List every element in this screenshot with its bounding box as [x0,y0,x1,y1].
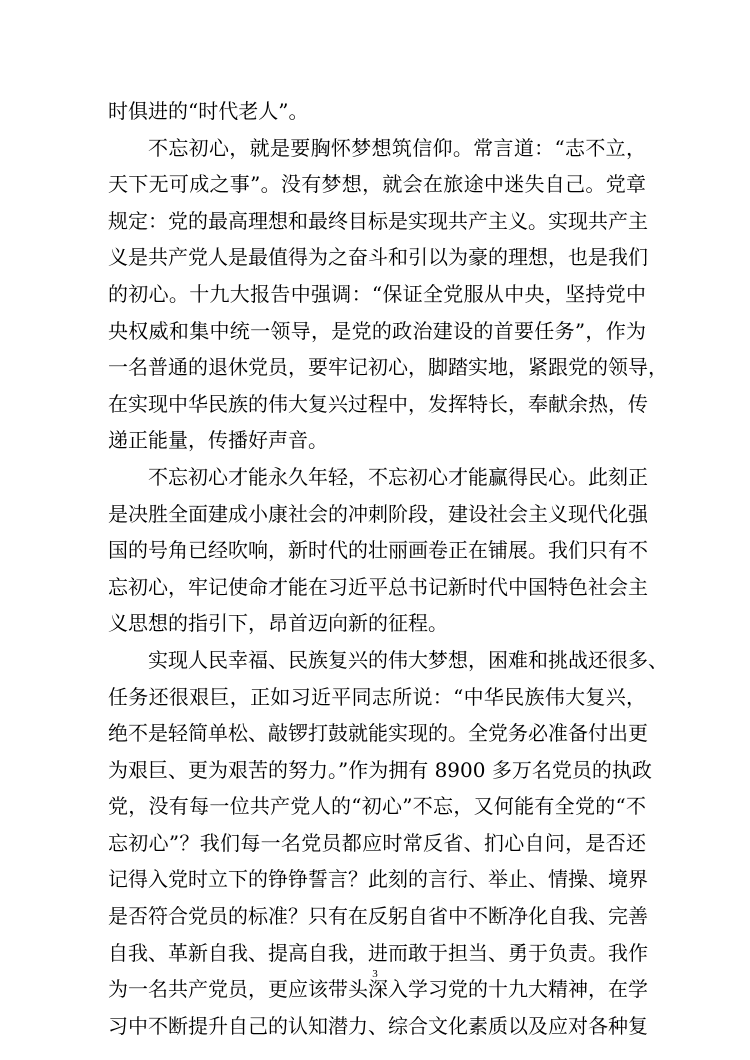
text-line: 实现人民幸福、民族复兴的伟大梦想，困难和挑战还很多、 [148,647,668,672]
text-line: 不忘初心才能永久年轻，不忘初心才能赢得民心。此刻正 [148,464,648,489]
text-line: 自我、革新自我、提高自我，进而敢于担当、勇于负责。我作 [108,940,648,965]
text-line: 是否符合党员的标准？只有在反躬自省中不断净化自我、完善 [108,904,648,929]
text-line: 习中不断提升自己的认知潜力、综合文化素质以及应对各种复 [108,1013,648,1038]
text-line: 时俱进的“时代老人”。 [108,99,309,123]
text-line: 央权威和集中统一领导，是党的政治建设的首要任务”，作为 [108,318,646,343]
text-line: 天下无可成之事”。没有梦想，就会在旅途中迷失自己。党章 [108,172,646,197]
text-line: 忘初心”？我们每一名党员都应时常反省、扪心自问，是否还 [108,830,646,855]
body-text [108,93,668,1044]
text-line: 党，没有每一位共产党人的“初心”不忘，又何能有全党的“不 [108,794,646,819]
text-line: 义是共产党人是最值得为之奋斗和引以为豪的理想，也是我们 [108,245,648,270]
text-line: 递正能量，传播好声音。 [108,428,328,453]
text-line: 义思想的指引下，昂首迈向新的征程。 [108,611,448,636]
page-number: 3 [372,968,378,980]
text-line: 为艰巨、更为艰苦的努力。”作为拥有 8900 多万名党员的执政 [108,757,652,782]
text-line: 绝不是轻简单松、敲锣打鼓就能实现的。全党务必准备付出更 [108,721,648,746]
text-line: 记得入党时立下的铮铮誓言？此刻的言行、举止、情操、境界 [108,867,648,892]
text-line: 一名普通的退休党员，要牢记初心，脚踏实地，紧跟党的领导， [108,355,668,380]
text-line: 在实现中华民族的伟大复兴过程中，发挥特长，奉献余热，传 [108,391,648,416]
text-line: 忘初心，牢记使命才能在习近平总书记新时代中国特色社会主 [108,574,648,599]
text-line: 的初心。十九大报告中强调：“保证全党服从中央，坚持党中 [108,281,646,306]
text-line: 是决胜全面建成小康社会的冲刺阶段，建设社会主义现代化强 [108,501,648,526]
text-line: 国的号角已经吹响，新时代的壮丽画卷正在铺展。我们只有不 [108,538,648,563]
text-line: 不忘初心，就是要胸怀梦想筑信仰。常言道：“志不立， [148,135,646,160]
text-line: 规定：党的最高理想和最终目标是实现共产主义。实现共产主 [108,208,648,233]
text-line: 任务还很艰巨，正如习近平同志所说：“中华民族伟大复兴， [108,684,646,709]
text-line: 为一名共产党员，更应该带头深入学习党的十九大精神，在学 [108,977,648,1002]
